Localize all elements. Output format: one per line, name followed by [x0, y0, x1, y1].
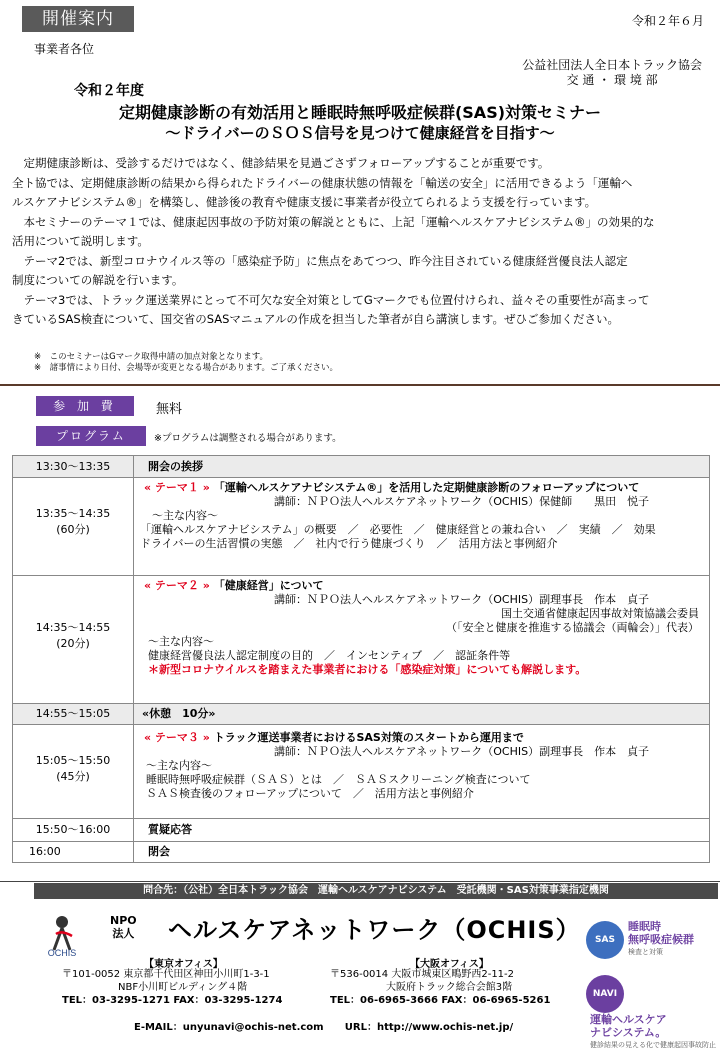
note-line: ※ 諸事情により日付、会場等が変更となる場合があります。ご了承ください。: [34, 363, 338, 373]
email[interactable]: E-MAIL：unyunavi@ochis-net.com: [134, 1022, 324, 1033]
navi-line: 運輸ヘルスケア: [590, 1013, 667, 1026]
osaka-zip: 〒536-0014: [330, 969, 389, 980]
theme-title: 「健康経営」について: [213, 579, 324, 592]
table-row: [13, 725, 710, 819]
issuer-name: 公益社団法人全日本トラック協会: [522, 58, 702, 72]
osaka-office-label: 【大阪オフィス】: [410, 959, 489, 970]
logo-text: OCHIS: [47, 948, 77, 958]
notes: [34, 352, 338, 374]
intro-text: [12, 154, 710, 330]
navi-caption: 健診結果の見える化で健康起因事故防止: [590, 1041, 716, 1049]
contents-heading: ～主な内容～: [146, 759, 212, 772]
intro-line: 定期健康診断は、受診するだけではなく、健診結果を見過ごさずフォローアップすることが重要です。: [12, 156, 550, 170]
navi-badge: [586, 975, 720, 1052]
tokyo-office-label: 【東京オフィス】: [144, 959, 223, 970]
table-row: [13, 704, 710, 725]
contact-bar: 問合先：（公社）全日本トラック協会 運輸ヘルスケアナビシステム 受託機関・SAS対策事業指定機関: [34, 883, 718, 899]
theme-title: トラック運送事業者におけるSAS対策のスタートから運用まで: [213, 731, 524, 744]
tokyo-building: NBF小川町ビルディング４階: [118, 982, 248, 993]
tokyo-addr: 東京都千代田区神田小川町1-3-1: [123, 969, 270, 980]
theme-label: « テーマ２ »: [144, 579, 210, 592]
speaker: 講師：ＮＰＯ法人ヘルスケアネットワーク（OCHIS）副理事長 作本 貞子: [274, 745, 650, 758]
theme-label: « テーマ３ »: [144, 731, 210, 744]
item-cell: «休憩 10分»: [134, 704, 710, 725]
content-line: 健康経営優良法人認定制度の目的 ／ インセンティブ ／ 認証条件等: [148, 649, 511, 662]
theme-title: 「運輸ヘルスケアナビシステム®」を活用した定期健康診断のフォローアップについて: [213, 481, 640, 494]
intro-line: テーマ2では、新型コロナウイルス等の「感染症予防」に焦点をあてつつ、昨今注目されている健康経営優良法人認定: [12, 253, 628, 268]
fee-value: 無料: [156, 402, 183, 417]
item-cell: 閉会: [134, 842, 710, 863]
notice-badge: 開催案内: [22, 6, 134, 32]
item-cell: 開会の挨拶: [134, 456, 710, 478]
item-cell: [134, 478, 710, 576]
table-row: [13, 478, 710, 576]
content-line: ドライバーの生活習慣の実態 ／ 社内で行う健康づくり ／ 活用方法と事例紹介: [140, 537, 558, 550]
contact-line: [134, 1018, 513, 1033]
item-cell: 質疑応答: [134, 819, 710, 842]
intro-line: 活用について説明します。: [12, 234, 149, 248]
content-line: 睡眠時無呼吸症候群（ＳＡＳ）とは ／ ＳＡＳスクリーニング検査について: [146, 773, 531, 786]
intro-line: 全ト協では、定期健康診断の結果から得られたドライバーの健康状態の情報を「輸送の安全」に活用できるよう「運輸ヘ: [12, 175, 633, 190]
intro-line: テーマ3では、トラック運送業界にとって不可欠な安全対策としてGマークでも位置付けられ、益々その重要性が高まって: [12, 292, 650, 307]
osaka-building: 大阪府トラック総合会館3階: [386, 982, 513, 993]
npo-label: [110, 914, 137, 940]
time-range: 14:35～14:55: [35, 621, 111, 634]
table-row: [13, 576, 710, 704]
program-note: ※プログラムは調整される場合があります。: [154, 433, 342, 444]
theme-label: « テーマ１ »: [144, 481, 210, 494]
intro-line: 本セミナーのテーマ１では、健康起因事故の予防対策の解説とともに、上記「運輸ヘルスケアナビシステム®」の効果的な: [12, 214, 655, 229]
page-subtitle: ～ドライバーのＳＯＳ信号を見つけて健康経営を目指す～: [165, 124, 555, 142]
contents-heading: ～主な内容～: [148, 635, 214, 648]
tokyo-zip: 〒101-0052: [62, 969, 121, 980]
time-cell: [13, 576, 134, 704]
sas-line: 睡眠時: [628, 920, 661, 933]
osaka-addr: 大阪市城東区鴫野西2-11-2: [391, 969, 515, 980]
ochis-logo: [32, 912, 92, 958]
program-label: プログラム: [36, 426, 146, 446]
navi-icon: NAVI: [586, 975, 624, 1013]
item-cell: [134, 576, 710, 704]
recipient: 事業者各位: [34, 42, 95, 56]
tokyo-phone: TEL：03-3295-1271 FAX：03-3295-1274: [62, 995, 283, 1006]
intro-line: きているSAS検査について、国交省のSASマニュアルの作成を担当した筆者が自ら講演します。ぜひご参加ください。: [12, 312, 620, 326]
osaka-office-address: [330, 968, 550, 1007]
item-cell: [134, 725, 710, 819]
org-name: ヘルスケアネットワーク（OCHIS）: [168, 916, 581, 944]
time-cell: 16:00: [13, 842, 134, 863]
time-range: 15:05～15:50: [35, 754, 111, 767]
table-row: [13, 819, 710, 842]
issuer-dept: 交 通 ・ 環 境 部: [566, 73, 658, 87]
time-cell: 15:50～16:00: [13, 819, 134, 842]
npo-line: NPO: [110, 914, 137, 927]
content-line: ＳＡＳ検査後のフォローアップについて ／ 活用方法と事例紹介: [146, 787, 474, 800]
time-cell: 14:55～15:05: [13, 704, 134, 725]
contents-heading: ～主な内容～: [152, 509, 218, 522]
speaker: 講師：ＮＰＯ法人ヘルスケアネットワーク（OCHIS）保健師 黒田 悦子: [274, 495, 650, 508]
page-title: 定期健康診断の有効活用と睡眠時無呼吸症候群(SAS)対策セミナー: [118, 103, 602, 122]
sas-line: 無呼吸症候群: [628, 933, 694, 946]
time-cell: 13:30～13:35: [13, 456, 134, 478]
duration: (20分): [56, 637, 90, 650]
time-cell: [13, 478, 134, 576]
divider: [0, 384, 720, 386]
issuer: [522, 58, 702, 88]
speaker-role: 国土交通省健康起因事故対策協議会委員: [501, 607, 699, 620]
tokyo-office-address: [62, 968, 282, 1007]
issue-date: 令和２年６月: [631, 14, 704, 28]
npo-line: 法人: [112, 927, 135, 940]
time-range: 13:35～14:35: [35, 507, 111, 520]
program-table: [12, 455, 710, 863]
content-line: ＊新型コロナウイルスを踏まえた事業者における「感染症対策」についても解説します。: [148, 663, 587, 676]
table-row: [13, 842, 710, 863]
content-line: 「運輸ヘルスケアナビシステム」の概要 ／ 必要性 ／ 健康経営との兼ね合い ／ 実績 ／ 効果: [140, 523, 656, 536]
fiscal-year: 令和２年度: [74, 83, 144, 99]
note-line: ※ このセミナーはGマーク取得申請の加点対象となります。: [34, 352, 269, 362]
sas-caption: 検査と対策: [628, 948, 663, 956]
speaker-role: （「安全と健康を推進する協議会（両輪会）」代表）: [446, 621, 699, 634]
navi-line: ナビシステム。: [590, 1026, 667, 1039]
website-url[interactable]: URL：http://www.ochis-net.jp/: [344, 1022, 514, 1033]
fee-label: 参 加 費: [36, 396, 134, 416]
speaker: 講師：ＮＰＯ法人ヘルスケアネットワーク（OCHIS）副理事長 作本 貞子: [274, 593, 650, 606]
duration: (60分): [56, 523, 90, 536]
osaka-phone: TEL：06-6965-3666 FAX：06-6965-5261: [330, 995, 551, 1006]
duration: (45分): [56, 770, 90, 783]
table-row: [13, 456, 710, 478]
divider: [0, 881, 720, 882]
time-cell: [13, 725, 134, 819]
intro-line: ルスケアナビシステム®」を構築し、健診後の教育や健康支援に事業者が役立てられるよう支援を行っています。: [12, 195, 597, 209]
intro-line: 制度についての解説を行います。: [12, 273, 184, 287]
sas-icon: SAS: [586, 921, 624, 959]
sas-badge: [586, 920, 694, 959]
